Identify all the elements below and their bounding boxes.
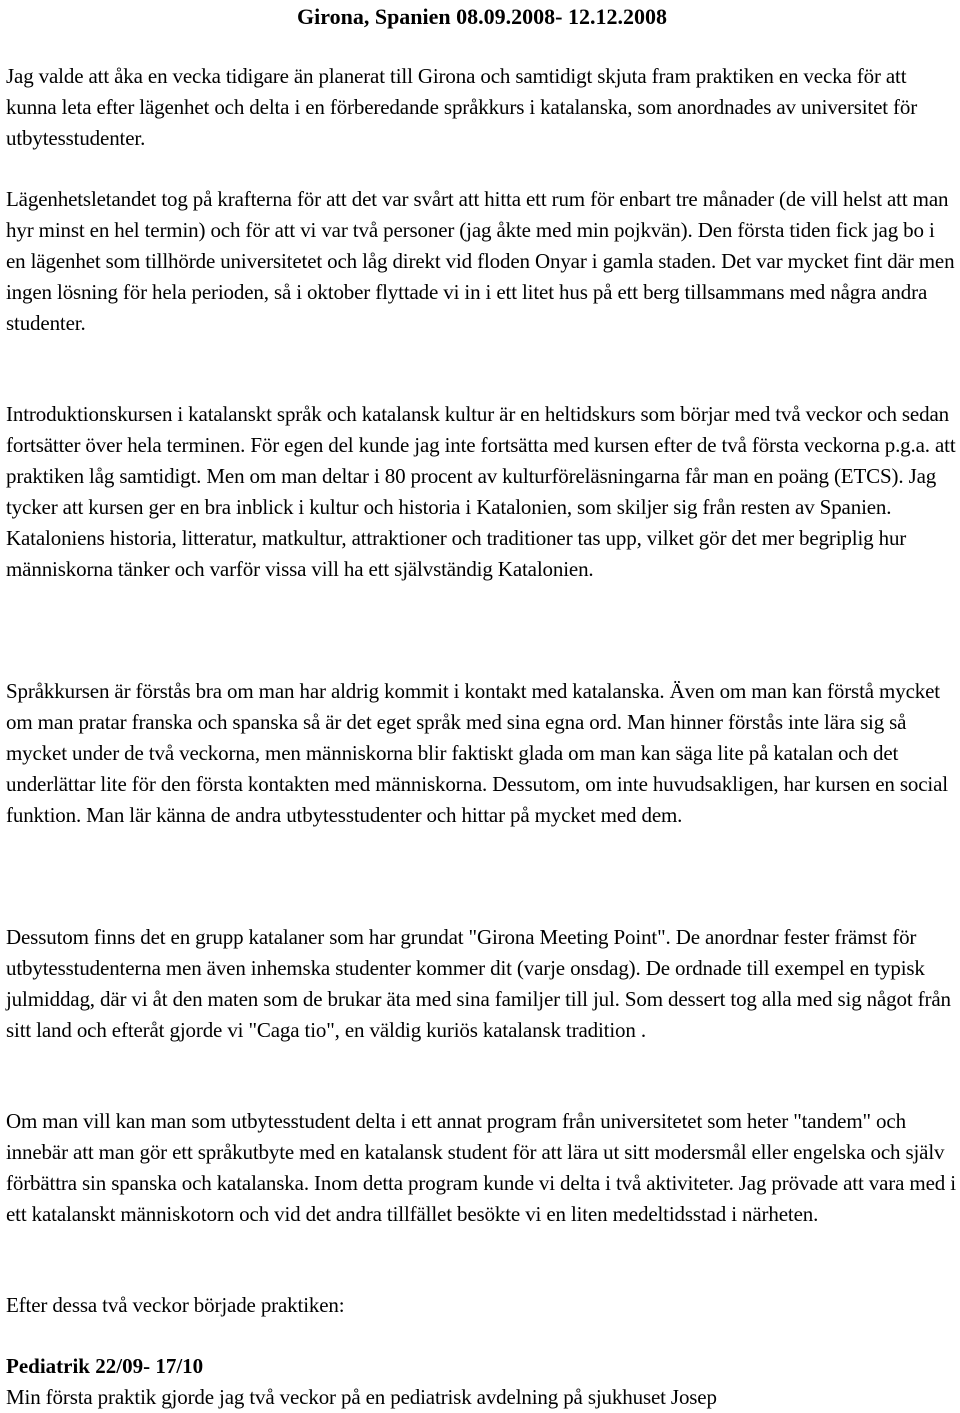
spacer [6, 646, 958, 676]
paragraph-pediatrics: Min första praktik gjorde jag två veckor på en pediatrisk avdelning på sjukhuset Josep [6, 1384, 717, 1409]
paragraph-internship-intro: Efter dessa två veckor började praktiken: [6, 1293, 345, 1317]
spacer [6, 892, 958, 922]
spacer [6, 1076, 958, 1106]
paragraph-meeting-point: Dessutom finns det en grupp katalaner som har grundat "Girona Meeting Point". De anordnar fester främst för utbytesstudenterna men även inhemska studenter kommer dit (varje onsdag). De ordnade till exempel en typisk julmiddag, där vi åt den maten som de brukar äta med sina familjer till jul. Som dessert tog alla med sig något från sitt land och efteråt gjorde vi "Caga tio", en väldig kuriös katalansk tradition . [6, 925, 951, 1042]
spacer [6, 154, 958, 184]
spacer [6, 1321, 958, 1351]
paragraph-introduction-course: Introduktionskursen i katalanskt språk och katalansk kultur är en heltidskurs som börjar med två veckor och sedan fortsätter över hela terminen. För egen del kunde jag inte fortsätta med kursen efter de två första veckorna p.g.a. att praktiken låg samtidigt. Men om man deltar i 80 procent av kulturföreläsningarna får man en poäng (ETCS). Jag tycker att kursen ger en bra inblick i kultur och historia i Katalonien, som skiljer sig från resten av Spanien. Kataloniens historia, litteratur, matkultur, attraktioner och traditioner tas upp, vilket gör det mer begriplig hur människorna tänker och varför vissa vill ha ett självständig Katalonien. [6, 402, 956, 581]
paragraph-language-course: Språkkursen är förstås bra om man har aldrig kommit i kontakt med katalanska. Även om man kan förstå mycket om man pratar franska och spanska så är det eget språk med sina egna ord. Man hinner förstås inte lära sig så mycket under de två veckorna, men människorna blir faktiskt glada om man kan säga lite på katalan och det underlättar lite för den första kontakten med människorna. Dessutom, om inte huvudsakligen, har kursen en social funktion. Man lär känna de andra utbytesstudenter och hittar på mycket med dem. [6, 679, 948, 827]
document-page [6, 0, 958, 1413]
spacer [6, 32, 958, 61]
document-title: Girona, Spanien 08.09.2008- 12.12.2008 [297, 4, 667, 29]
spacer [6, 369, 958, 399]
paragraph-tandem: Om man vill kan man som utbytesstudent delta i ett annat program från universitetet som heter "tandem" och innebär att man gör ett språkutbyte med en katalansk student för att lära ut sitt modersmål eller engelska och själv förbättra sin spanska och katalanska. Inom detta program kunde vi delta i två aktiviteter. Jag prövade att vara med i ett katalanskt människotorn och vid det andra tillfället besökte vi en liten medeltidsstad i närheten. [6, 1109, 956, 1226]
section-heading-pediatrics: Pediatrik 22/09- 17/10 [6, 1354, 204, 1378]
paragraph-housing: Lägenhetsletandet tog på krafterna för att det var svårt att hitta ett rum för enbart tre månader (de vill helst att man hyr minst en hel termin) och för att vi var två personer (jag åkte med min pojkvän). Den första tiden fick jag bo i en lägenhet som tillhörde universitetet och låg direkt vid floden Onyar i gamla staden. Det var mycket fint där men ingen lösning för hela perioden, så i oktober flyttade vi in i ett litet hus på ett berg tillsammans med några andra studenter. [6, 187, 955, 335]
paragraph-arrival: Jag valde att åka en vecka tidigare än planerat till Girona och samtidigt skjuta fram praktiken en vecka för att kunna leta efter lägenhet och delta i en förberedande språkkurs i katalanska, som anordnades av universitet för utbytesstudenter. [6, 64, 918, 150]
spacer [6, 1260, 958, 1290]
